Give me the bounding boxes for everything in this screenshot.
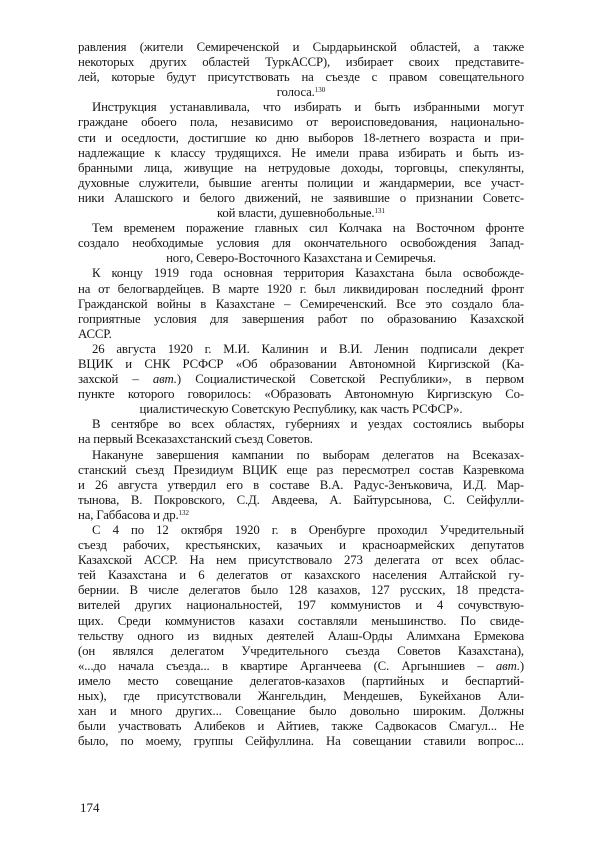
text-line bbox=[78, 659, 524, 674]
text-line-content: тынова, В. Покровского, С.Д. Авдеева, А. Байтурсынова, С. Сейфулли- bbox=[78, 492, 524, 507]
text-line-content: ного, Северо-Восточного Казахстана и Семиречья. bbox=[166, 251, 436, 266]
text-line bbox=[78, 674, 524, 689]
footnote-marker: 132 bbox=[178, 508, 190, 517]
footnote-marker: 130 bbox=[314, 86, 326, 95]
text-line bbox=[78, 387, 524, 402]
text-line-content: пункте которого говорилось: «Образовать Автономную Киргизскую Со- bbox=[78, 387, 524, 402]
text-line-content: ники Алашского и белого движений, не заявившие о признании Советс- bbox=[78, 190, 524, 205]
footnote-marker: 131 bbox=[374, 207, 385, 216]
text-line bbox=[78, 734, 524, 749]
text-line-content: тельству одного из видных деятелей Алаш-Орды Алимхана Ермекова bbox=[78, 628, 524, 643]
text-line-content: захской – bbox=[78, 372, 153, 387]
text-line bbox=[78, 719, 524, 734]
text-line bbox=[78, 432, 524, 447]
text-line bbox=[78, 629, 524, 644]
text-line-content: хан и много других... Совещание было довольно широким. Должны bbox=[78, 704, 524, 719]
text-line-content: на от белогвардейцев. В марте 1920 г. был ликвидирован последний фронт bbox=[78, 281, 524, 296]
text-line bbox=[78, 417, 524, 432]
text-line-content: на первый Всеказахстанский съезд Советов. bbox=[78, 432, 313, 447]
text-line bbox=[78, 538, 524, 553]
text-line-content: кой власти, душевнобольные. bbox=[217, 206, 375, 221]
text-line-content: некоторых других областей ТуркАССР), избирает своих представите- bbox=[78, 55, 524, 70]
text-line-content: Инструкция устанавливала, что избирать и быть избранными могут bbox=[92, 100, 524, 115]
author-abbreviation: авт. bbox=[495, 658, 520, 673]
text-line bbox=[78, 55, 524, 70]
text-line bbox=[78, 85, 524, 100]
text-line-content: на, Габбасова и др. bbox=[78, 507, 179, 522]
text-line-content: (он являлся делегатом Учредительного съезда Советов Казахстана), bbox=[78, 643, 524, 658]
text-line-content: вителей других национальностей, 197 коммунистов и 4 сочувствую- bbox=[78, 598, 524, 613]
text-line bbox=[78, 357, 524, 372]
text-line bbox=[78, 583, 524, 598]
text-line bbox=[78, 327, 524, 342]
text-line-content: ВЦИК и СНК РСФСР «Об образовании Автономной Киргизской (Ка- bbox=[78, 356, 524, 371]
text-line-content: «...до начала съезда... в квартире Арганчеева (С. Аргыншиев – bbox=[78, 658, 496, 673]
text-line bbox=[78, 644, 524, 659]
text-line bbox=[78, 493, 524, 508]
text-line-content: ных), где присутствовали Жангельдин, Мендешев, Букейханов Али- bbox=[78, 689, 524, 704]
text-line bbox=[78, 448, 524, 463]
text-line-content: Гражданской войны в Казахстане – Семиреченский. Все это создало бла- bbox=[78, 296, 524, 311]
text-line bbox=[78, 463, 524, 478]
text-line-content: сти и оседлости, достигшие ко дню выборов 18-летнего возраста и при- bbox=[78, 130, 524, 145]
text-line-content: С 4 по 12 октября 1920 г. в Оренбурге проходил Учредительный bbox=[92, 523, 524, 537]
text-line bbox=[78, 115, 524, 130]
text-line-content: Казахской АССР. На нем присутствовало 273 делегата от всех облас- bbox=[78, 553, 524, 568]
text-line-content: духовные служители, бывшие агенты полиции и жандармерии, все участ- bbox=[78, 175, 524, 190]
body-text bbox=[78, 40, 524, 749]
text-line-continuation: ) bbox=[519, 658, 524, 673]
text-line bbox=[78, 146, 524, 161]
text-line bbox=[78, 251, 524, 266]
text-line-content: были участвовать Алибеков и Айтиев, также Садвокасов Смагул... Не bbox=[78, 719, 524, 734]
text-line bbox=[78, 40, 524, 55]
text-line-content: гоприятные условия для завершения работ по образованию Казахской bbox=[78, 311, 524, 326]
text-line bbox=[78, 508, 524, 523]
text-line-content: щих. Среди коммунистов казахи составляли меньшинство. По свиде- bbox=[78, 613, 524, 628]
text-line-content: тей Казахстана и 6 делегатов от казахского населения Алтайской гу- bbox=[78, 568, 524, 583]
text-line bbox=[78, 131, 524, 146]
text-line-content: голоса. bbox=[276, 85, 315, 100]
text-line bbox=[78, 221, 524, 236]
text-line bbox=[78, 191, 524, 206]
text-line bbox=[78, 478, 524, 493]
text-line bbox=[78, 176, 524, 191]
text-line-content: лей, которые будут присутствовать на съезде с правом совещательного bbox=[78, 70, 524, 85]
text-line bbox=[78, 704, 524, 719]
text-line bbox=[78, 598, 524, 613]
text-line bbox=[78, 100, 524, 115]
text-line bbox=[78, 282, 524, 297]
text-line bbox=[78, 161, 524, 176]
text-line bbox=[78, 236, 524, 251]
text-line-content: Накануне завершения кампании по выборам делегатов на Всеказах- bbox=[92, 447, 524, 462]
text-line-content: было, по моему, группы Сейфуллина. На совещании ставили вопрос... bbox=[78, 734, 524, 749]
text-line-content: граждане обоего пола, независимо от вероисповедования, национально- bbox=[78, 115, 524, 130]
text-line bbox=[78, 297, 524, 312]
text-line-content: съезд рабочих, крестьянских, казачьих и красноармейских депутатов bbox=[78, 538, 524, 553]
text-line bbox=[78, 312, 524, 327]
text-line-content: создало необходимые условия для окончательного освобождения Запад- bbox=[78, 236, 524, 251]
text-line-content: надлежащие к классу трудящихся. Не имели права избирать и быть из- bbox=[78, 145, 524, 160]
author-abbreviation: авт. bbox=[152, 372, 177, 387]
text-line-content: бернии. В числе делегатов было 128 казахов, 127 русских, 18 предста- bbox=[78, 583, 524, 598]
text-line-content: К концу 1919 года основная территория Казахстана была освобожде- bbox=[92, 266, 524, 281]
text-line-content: станский съезд Президиум ВЦИК еще раз пересмотрел состав Казревкома bbox=[78, 462, 524, 477]
text-line-content: Тем временем поражение главных сил Колчака на Восточном фронте bbox=[92, 221, 524, 236]
text-line bbox=[78, 614, 524, 629]
text-line bbox=[78, 266, 524, 281]
text-line bbox=[78, 372, 524, 387]
text-line bbox=[78, 553, 524, 568]
text-line-content: АССР. bbox=[78, 326, 112, 341]
text-line-content: и 26 августа утвердил его в составе В.А. Радус-Зенъковича, И.Д. Мар- bbox=[78, 477, 524, 492]
text-line bbox=[78, 689, 524, 704]
page-number: 174 bbox=[80, 800, 100, 815]
text-line-content: бранными лица, живущие на нетрудовые доходы, торговцы, спекулянты, bbox=[78, 160, 524, 175]
text-line bbox=[78, 568, 524, 583]
text-line-content: циалистическую Советскую Республику, как часть РСФСР». bbox=[139, 402, 463, 417]
text-line bbox=[78, 523, 524, 538]
text-line-content: В сентябре во всех областях, губерниях и уездах состоялись выборы bbox=[92, 417, 524, 432]
text-line bbox=[78, 402, 524, 417]
text-line-content: имело место совещание делегатов-казахов (партийных и беспартий- bbox=[78, 673, 524, 688]
text-line-content: 26 августа 1920 г. М.И. Калинин и В.И. Ленин подписали декрет bbox=[92, 341, 524, 356]
text-line bbox=[78, 70, 524, 85]
text-line bbox=[78, 342, 524, 357]
text-line bbox=[78, 206, 524, 221]
text-line-continuation: ) Социалистической Советской Республики», в первом bbox=[176, 372, 524, 387]
text-line-content: равления (жители Семиреченской и Сырдарьинской областей, а также bbox=[78, 40, 524, 54]
